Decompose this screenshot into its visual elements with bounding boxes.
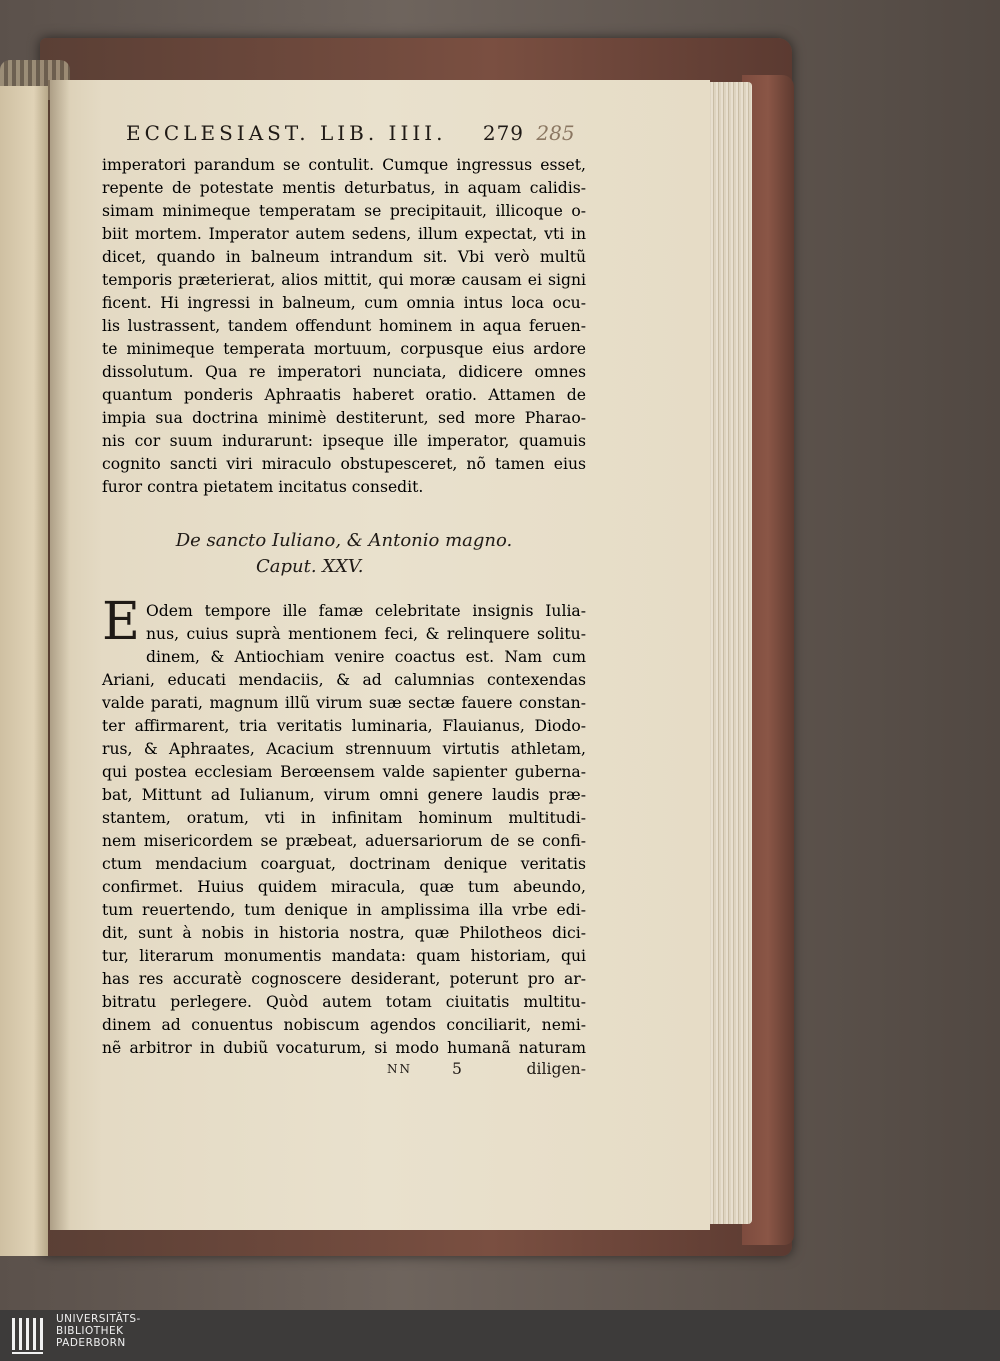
text-line: dit, sunt à nobis in historia nostra, quæ Philotheos dici-	[102, 924, 586, 942]
text-line: stantem, oratum, vti in infinitam hominum multitudi-	[102, 809, 586, 827]
text-line: Ariani, educati mendaciis, & ad calumnias contexendas	[102, 671, 586, 689]
handwritten-page-number: 285	[536, 121, 575, 145]
text-line: valde parati, magnum illũ virum suæ sectæ fauere constan-	[102, 694, 586, 712]
text-line: impia sua doctrina minimè destiterunt, sed more Pharao-	[102, 409, 586, 427]
text-line: nis cor suum indurarunt: ipseque ille imperator, quamuis	[102, 432, 586, 450]
text-line: Odem tempore ille famæ celebritate insignis Iulia-	[146, 602, 586, 620]
text-line: tur, literarum monumentis mandata: quam historiam, qui	[102, 947, 586, 965]
institution-name	[56, 1313, 256, 1349]
text-line: tum reuertendo, tum denique in amplissima illa vrbe edi-	[102, 901, 586, 919]
text-line: temporis præterierat, alios mittit, qui moræ causam ei signi	[102, 271, 586, 289]
text-line: lis lustrassent, tandem offendunt hominem in aqua feruen-	[102, 317, 586, 335]
running-title: ECCLESIAST. LIB. IIII.	[126, 121, 447, 145]
text-line: te minimeque temperata mortuum, corpusque eius ardore	[102, 340, 586, 358]
text-line: nem misericordem se præbeat, aduersariorum de se confi-	[102, 832, 586, 850]
text-line: biit mortem. Imperator autem sedens, illum expectat, vti in	[102, 225, 586, 243]
left-page-edge	[0, 86, 48, 1256]
text-line: rus, & Aphraates, Acacium strennuum virtutis athletam,	[102, 740, 586, 758]
text-line: bitratu perlegere. Quòd autem totam ciuitatis multitu-	[102, 993, 586, 1011]
text-line: has res accuratè cognoscere desiderant, poterunt pro ar-	[102, 970, 586, 988]
text-line: dinem ad conuentus nobiscum agendos conciliarit, nemi-	[102, 1016, 586, 1034]
chapter-title: De sancto Iuliano, & Antonio magno.	[175, 530, 513, 551]
page-footer	[102, 1057, 586, 1081]
text-line: cognito sancti viri miraculo obstupesceret, nõ tamen eius	[102, 455, 586, 473]
signature-mark: NN	[387, 1062, 412, 1076]
catchword: diligen-	[526, 1060, 586, 1078]
text-line: quantum ponderis Aphraatis haberet oratio. Attamen de	[102, 386, 586, 404]
library-logo-icon	[10, 1314, 50, 1356]
chapter-caput: Caput. XXV.	[256, 556, 364, 577]
text-line: dissolutum. Qua re imperatori nunciata, didicere omnes	[102, 363, 586, 381]
institution-line-1: UNIVERSITÄTS-	[56, 1313, 141, 1325]
text-line: bat, Mittunt ad Iulianum, virum omni genere laudis præ-	[102, 786, 586, 804]
drop-cap: E	[102, 592, 140, 652]
text-line: dinem, & Antiochiam venire coactus est. Nam cum	[146, 648, 586, 666]
running-header	[126, 121, 646, 153]
institution-line-3: PADERBORN	[56, 1337, 126, 1349]
text-line: qui postea ecclesiam Berœensem valde sapienter guberna-	[102, 763, 586, 781]
text-line: ctum mendacium coarguat, doctrinam denique veritatis	[102, 855, 586, 873]
text-line: repente de potestate mentis deturbatus, in aquam calidis-	[102, 179, 586, 197]
page-number: 279	[482, 121, 525, 145]
text-line: nẽ arbitror in dubiũ vocaturum, si modo humanã naturam	[102, 1039, 586, 1057]
text-line: furor contra pietatem incitatus consedit.	[102, 478, 424, 496]
signature-number: 5	[452, 1060, 462, 1078]
institution-line-2: BIBLIOTHEK	[56, 1325, 124, 1337]
text-line: simam minimeque temperatam se precipitauit, illicoque o-	[102, 202, 586, 220]
text-line: imperatori parandum se contulit. Cumque ingressus esset,	[102, 156, 586, 174]
text-line: ficent. Hi ingressi in balneum, cum omnia intus loca ocu-	[102, 294, 586, 312]
page-stack	[706, 82, 752, 1224]
text-line: nus, cuius suprà mentionem feci, & relinquere solitu-	[146, 625, 586, 643]
text-line: confirmet. Huius quidem miracula, quæ tum abeundo,	[102, 878, 586, 896]
text-line: dicet, quando in balneum intrandum sit. Vbi verò multũ	[102, 248, 586, 266]
body-text-bottom	[102, 592, 586, 1060]
gutter-shadow	[48, 80, 70, 1230]
body-text-top	[102, 154, 586, 499]
text-line: ter affirmarent, tria veritatis luminaria, Flauianus, Diodo-	[102, 717, 586, 735]
